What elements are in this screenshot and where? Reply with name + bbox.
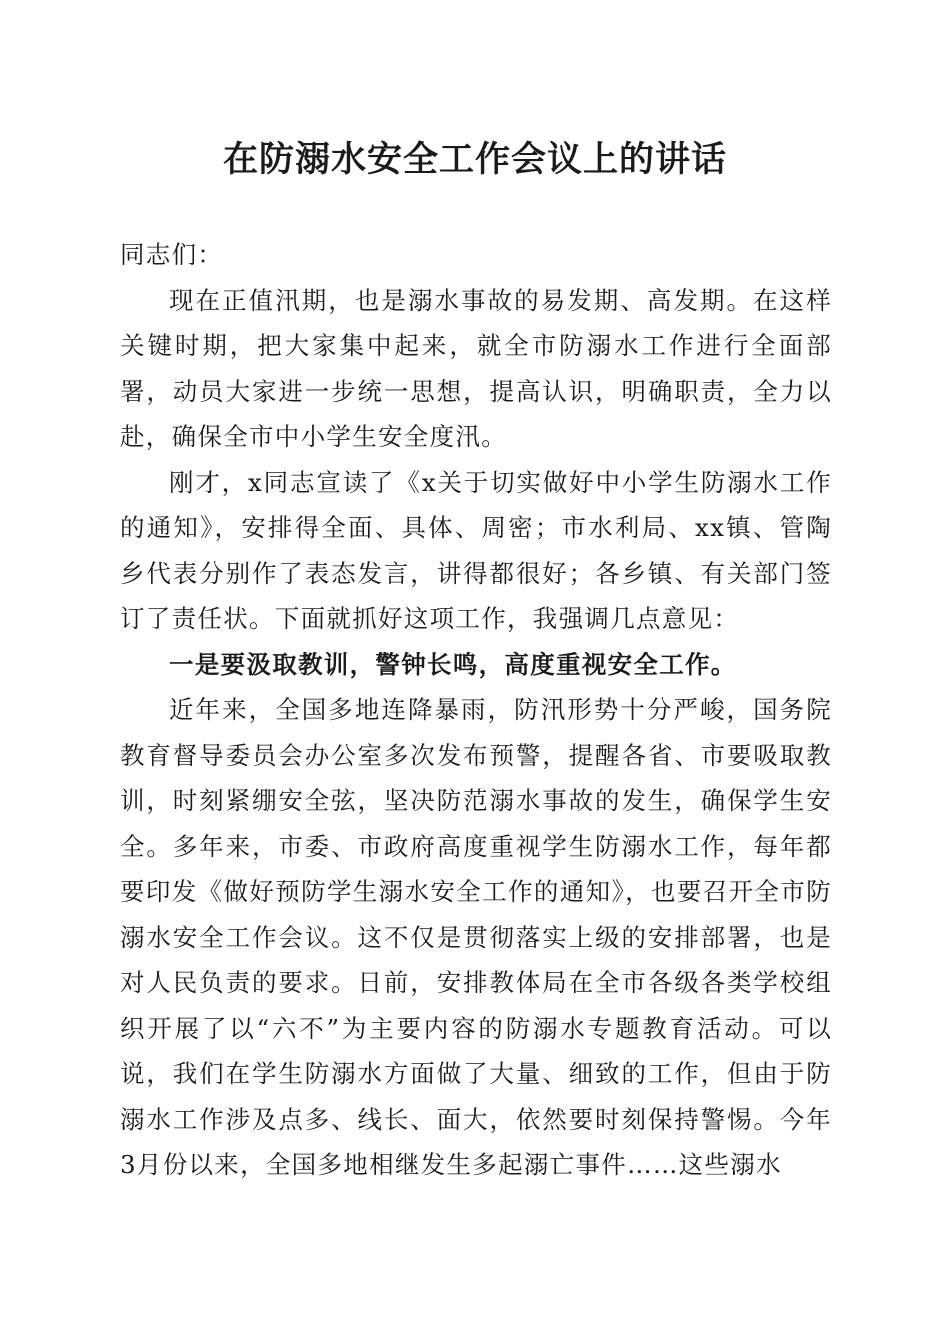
paragraph-context: 刚才，x同志宣读了《x关于切实做好中小学生防溺水工作的通知》，安排得全面、具体、周密；市水利局、xx镇、管陶乡代表分别作了表态发言，讲得都很好；各乡镇、有关部门签订了责任状。下面就抓好这项工作，我强调几点意见： — [120, 467, 832, 633]
salutation: 同志们： — [120, 240, 224, 269]
paragraph-section-1: 近年来，全国多地连降暴雨，防汛形势十分严峻，国务院教育督导委员会办公室多次发布预警，提醒各省、市要吸取教训，时刻紧绷安全弦，坚决防范溺水事故的发生，确保学生安全。多年来，市委、市政府高度重视学生防溺水工作，每年都要印发《做好预防学生溺水安全工作的通知》，也要召开全市防溺水安全工作会议。这不仅是贯彻落实上级的安排部署，也是对人民负责的要求。日前，安排教体局在全市各级各类学校组织开展了以“六不”为主要内容的防溺水专题教育活动。可以说，我们在学生防溺水方面做了大量、细致的工作，但由于防溺水工作涉及点多、线长、面大，依然要时刻保持警惕。今年3月份以来，全国多地相继发生多起溺亡事件……这些溺水 — [120, 695, 832, 1179]
section-heading-1: 一是要汲取教训，警钟长鸣，高度重视安全工作。 — [169, 649, 737, 679]
paragraph-intro: 现在正值汛期，也是溺水事故的易发期、高发期。在这样关键时期，把大家集中起来，就全市防溺水工作进行全面部署，动员大家进一步统一思想，提高认识，明确职责，全力以赴，确保全市中小学生安全度汛。 — [120, 285, 832, 451]
document-title: 在防溺水安全工作会议上的讲话 — [222, 139, 727, 180]
document-body — [120, 232, 832, 1188]
